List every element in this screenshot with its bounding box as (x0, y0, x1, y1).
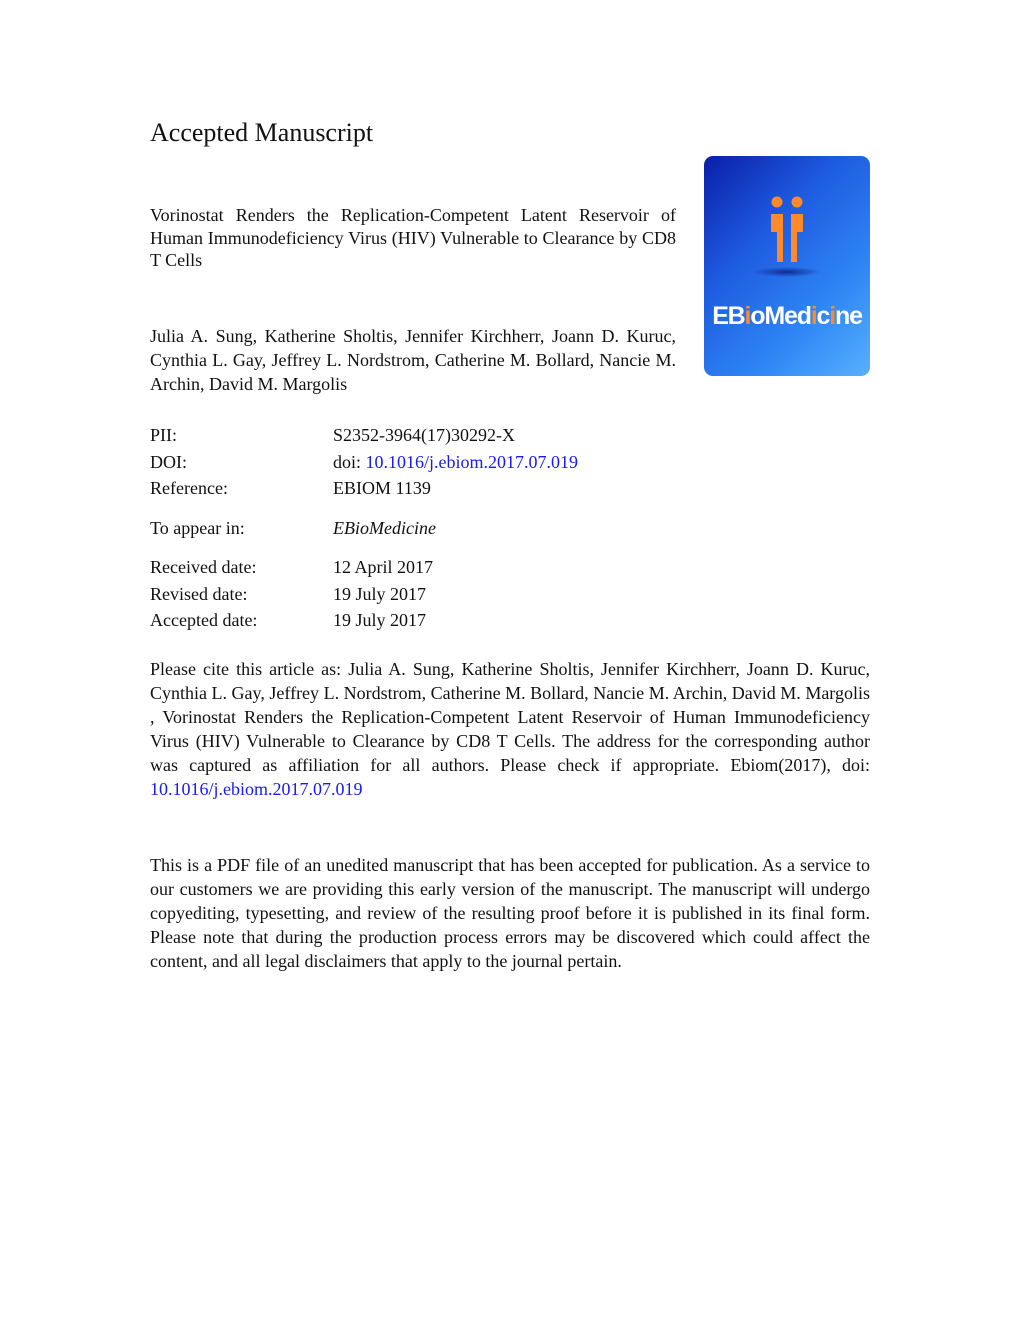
revised-label: Revised date: (150, 583, 248, 604)
article-metadata (150, 422, 578, 634)
appear-row (150, 515, 578, 542)
appear-label: To appear in: (150, 517, 245, 538)
icon-shadow (753, 267, 821, 277)
ebiomedicine-figures-icon (704, 156, 870, 376)
journal-name: EBioMedicine (333, 517, 436, 538)
doi-label: DOI: (150, 451, 187, 472)
received-row (150, 554, 578, 581)
accepted-row (150, 607, 578, 634)
author-list: Julia A. Sung, Katherine Sholtis, Jennifer Kirchherr, Joann D. Kuruc, Cynthia L. Gay, Jeffrey L. Nordstrom, Catherine M. Bollard, Nancie M. Archin, David M. Margolis (150, 326, 676, 394)
doi-link[interactable]: 10.1016/j.ebiom.2017.07.019 (365, 451, 579, 472)
figure-left-head (772, 197, 783, 208)
received-label: Received date: (150, 557, 257, 577)
figure-left-body (771, 214, 783, 262)
pii-value: S2352-3964(17)30292-X (333, 425, 515, 445)
journal-logo (704, 156, 870, 376)
revised-value: 19 July 2017 (333, 583, 427, 604)
citation-doi-link[interactable]: 10.1016/j.ebiom.2017.07.019 (150, 779, 363, 799)
article-title: Vorinostat Renders the Replication-Competent Latent Reservoir of Human Immunodeficiency Virus (HIV) Vulnerable to Clearance by CD8 T Cells (150, 205, 676, 270)
disclaimer-paragraph: This is a PDF file of an unedited manuscript that has been accepted for publication. As a service to our customers we are providing this early version of the manuscript. The manuscript will undergo copyediting, typesetting, and review of the resulting proof before it is published in its final form. Please note that during the production process errors may be discovered which could affect the content, and all legal disclaimers that apply to the journal pertain. (150, 855, 870, 971)
doi-prefix: doi: (333, 451, 362, 472)
doi-row (150, 449, 578, 476)
accepted-label: Accepted date: (150, 610, 258, 630)
revised-row (150, 581, 578, 608)
reference-label: Reference: (150, 478, 228, 498)
figure-right-head (792, 197, 803, 208)
accepted-value: 19 July 2017 (333, 610, 427, 630)
citation-paragraph (150, 657, 870, 801)
pii-label: PII: (150, 425, 177, 445)
journal-logo-text: EBioMedicine (712, 302, 862, 330)
pii-row (150, 422, 578, 449)
received-value: 12 April 2017 (333, 557, 434, 577)
page-heading: Accepted Manuscript (150, 118, 374, 147)
reference-row (150, 475, 578, 502)
reference-value: EBIOM 1139 (333, 478, 431, 498)
figure-right-body (791, 214, 803, 262)
citation-text: Please cite this article as: Julia A. Sung, Katherine Sholtis, Jennifer Kirchherr, Joann D. Kuruc, Cynthia L. Gay, Jeffrey L. Nordstrom, Catherine M. Bollard, Nancie M. Archin, David M. Margolis , Vorinostat Renders the Replication-Competent Latent Reservoir of Human Immunodeficiency Virus (HIV) Vulnerable to Clearance by CD8 T Cells. The address for the corresponding author was captured as affiliation for all authors. Please check if appropriate. Ebiom(2017), doi: (150, 659, 870, 775)
